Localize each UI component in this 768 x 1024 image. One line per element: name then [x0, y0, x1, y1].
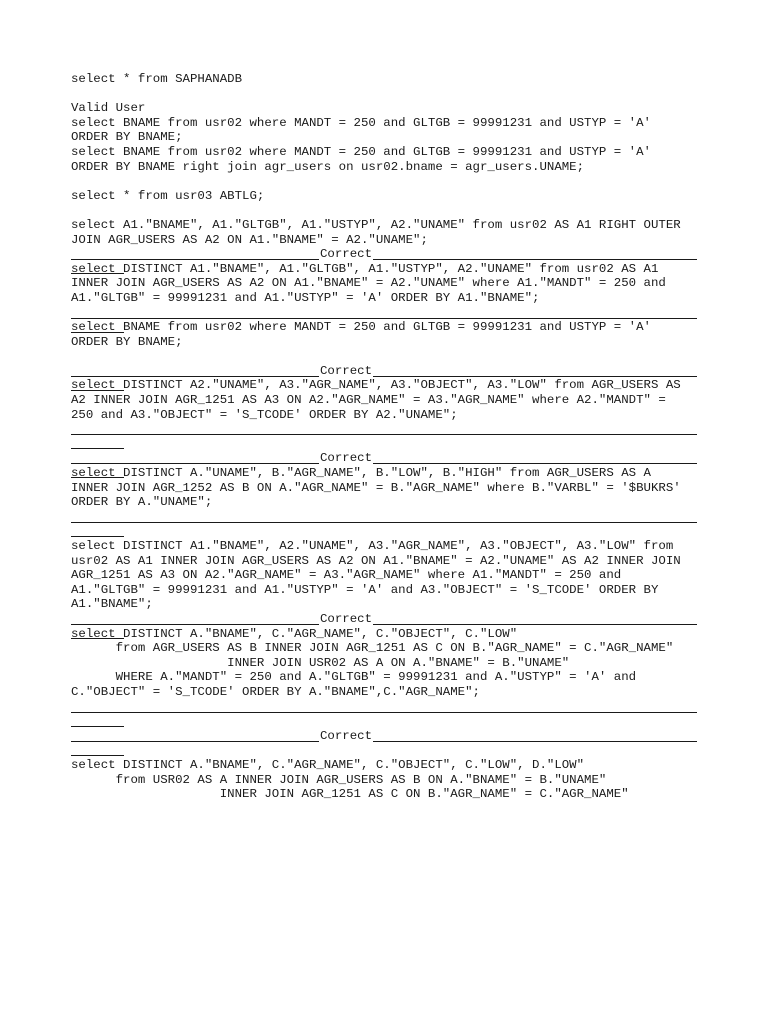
document-line: JOIN AGR_USERS AS A2 ON A1."BNAME" = A2."UNAME"; — [71, 232, 428, 247]
document-line: select BNAME from usr02 where MANDT = 250 and GLTGB = 99991231 and USTYP = 'A' — [71, 115, 651, 130]
document-line: INNER JOIN USR02 AS A ON A."BNAME" = B."UNAME" — [71, 655, 570, 670]
document-line: from USR02 AS A INNER JOIN AGR_USERS AS B ON A."BNAME" = B."UNAME" — [71, 772, 607, 787]
document-line: select DISTINCT A."BNAME", C."AGR_NAME", C."OBJECT", C."LOW" — [71, 626, 518, 641]
divider-rule — [71, 259, 697, 260]
document-line: ORDER BY BNAME; — [71, 130, 183, 145]
blank-line — [71, 349, 711, 364]
divider-rule — [71, 522, 697, 523]
section-divider — [71, 364, 711, 379]
document-line: from AGR_USERS AS B INNER JOIN AGR_1251 AS C ON B."AGR_NAME" = C."AGR_NAME" — [71, 641, 674, 656]
document-line: ORDER BY A."UNAME"; — [71, 495, 213, 510]
document-line: A2 INNER JOIN AGR_1251 AS A3 ON A2."AGR_NAME" = A3."AGR_NAME" where A2."MANDT" = — [71, 393, 666, 408]
section-divider — [71, 700, 711, 715]
blank-line — [71, 174, 711, 189]
document-line: select A1."BNAME", A1."GLTGB", A1."USTYP", A2."UNAME" from usr02 AS A1 RIGHT OUTER — [71, 217, 681, 232]
document-line: AGR_1251 AS A3 ON A2."AGR_NAME" = A3."AGR_NAME" where A1."MANDT" = 250 and — [71, 568, 622, 583]
blank-line — [71, 203, 711, 218]
document-line: select DISTINCT A1."BNAME", A2."UNAME", A3."AGR_NAME", A3."OBJECT", A3."LOW" from — [71, 539, 674, 553]
document-line: usr02 AS A1 INNER JOIN AGR_USERS AS A2 ON A1."BNAME" = A2."UNAME" AS A2 INNER JOIN — [71, 553, 681, 568]
divider-rule — [71, 434, 697, 435]
document-line: INNER JOIN AGR_1252 AS B ON A."AGR_NAME" = B."AGR_NAME" where B."VARBL" = '$BUKRS' — [71, 480, 681, 495]
document-line: ORDER BY BNAME right join agr_users on usr02.bname = agr_users.UNAME; — [71, 159, 585, 174]
document-line: select BNAME from usr02 where MANDT = 250 and GLTGB = 99991231 and USTYP = 'A' — [71, 320, 651, 335]
divider-label: Correct — [320, 611, 373, 626]
blank-line — [71, 87, 711, 102]
divider-rule — [71, 463, 697, 464]
document-line: select BNAME from usr02 where MANDT = 250 and GLTGB = 99991231 and USTYP = 'A' — [71, 144, 651, 159]
blank-line — [71, 743, 711, 758]
document-line: Valid User — [71, 101, 146, 116]
divider-rule-tail — [71, 726, 124, 727]
document-line: A1."GLTGB" = 99991231 and A1."USTYP" = 'A' and A3."OBJECT" = 'S_TCODE' ORDER BY — [71, 582, 659, 597]
document-line: select * from usr03 ABTLG; — [71, 188, 265, 203]
blank-line — [71, 714, 711, 729]
document-line: select DISTINCT A."BNAME", C."AGR_NAME", C."OBJECT", C."LOW", D."LOW" — [71, 757, 585, 772]
document-line: C."OBJECT" = 'S_TCODE' ORDER BY A."BNAME",C."AGR_NAME"; — [71, 684, 480, 699]
document-line: select DISTINCT A1."BNAME", A1."GLTGB", A1."USTYP", A2."UNAME" from usr02 AS A1 — [71, 261, 659, 276]
document-line: select * from SAPHANADB — [71, 72, 243, 86]
divider-label: Correct — [320, 363, 373, 378]
document-line: select DISTINCT A."UNAME", B."AGR_NAME", B."LOW", B."HIGH" from AGR_USERS AS A — [71, 466, 651, 481]
divider-rule — [71, 318, 697, 319]
divider-rule — [71, 376, 697, 377]
document-line: select DISTINCT A2."UNAME", A3."AGR_NAME", A3."OBJECT", A3."LOW" from AGR_USERS AS — [71, 378, 681, 393]
document-line: 250 and A3."OBJECT" = 'S_TCODE' ORDER BY A2."UNAME"; — [71, 407, 458, 422]
blank-line — [71, 524, 711, 539]
divider-label: Correct — [320, 247, 373, 262]
divider-rule-tail — [71, 448, 124, 449]
divider-rule-tail — [71, 638, 124, 639]
section-divider — [71, 510, 711, 525]
divider-rule — [71, 712, 697, 713]
divider-label: Correct — [320, 728, 373, 743]
document-line: ORDER BY BNAME; — [71, 334, 183, 349]
divider-rule-tail — [71, 536, 124, 537]
section-divider — [71, 451, 711, 466]
document-line: WHERE A."MANDT" = 250 and A."GLTGB" = 99991231 and A."USTYP" = 'A' and — [71, 670, 637, 685]
divider-rule-tail — [71, 477, 124, 478]
divider-rule-tail — [71, 332, 124, 333]
divider-rule-tail — [71, 390, 124, 391]
blank-line — [71, 437, 711, 452]
document-page — [71, 72, 711, 802]
divider-rule-tail — [71, 755, 124, 756]
document-line: INNER JOIN AGR_USERS AS A2 ON A1."BNAME" = A2."UNAME" where A1."MANDT" = 250 and — [71, 276, 666, 291]
section-divider — [71, 612, 711, 627]
section-divider — [71, 422, 711, 437]
document-line: INNER JOIN AGR_1251 AS C ON B."AGR_NAME" = C."AGR_NAME" — [71, 787, 629, 802]
document-line: A1."BNAME"; — [71, 597, 153, 612]
document-line: A1."GLTGB" = 99991231 and A1."USTYP" = 'A' ORDER BY A1."BNAME"; — [71, 290, 540, 305]
divider-rule-tail — [71, 273, 124, 274]
divider-label: Correct — [320, 451, 373, 466]
divider-rule — [71, 624, 697, 625]
section-divider — [71, 306, 711, 321]
section-divider — [71, 247, 711, 262]
divider-rule — [71, 741, 697, 742]
section-divider — [71, 729, 711, 744]
